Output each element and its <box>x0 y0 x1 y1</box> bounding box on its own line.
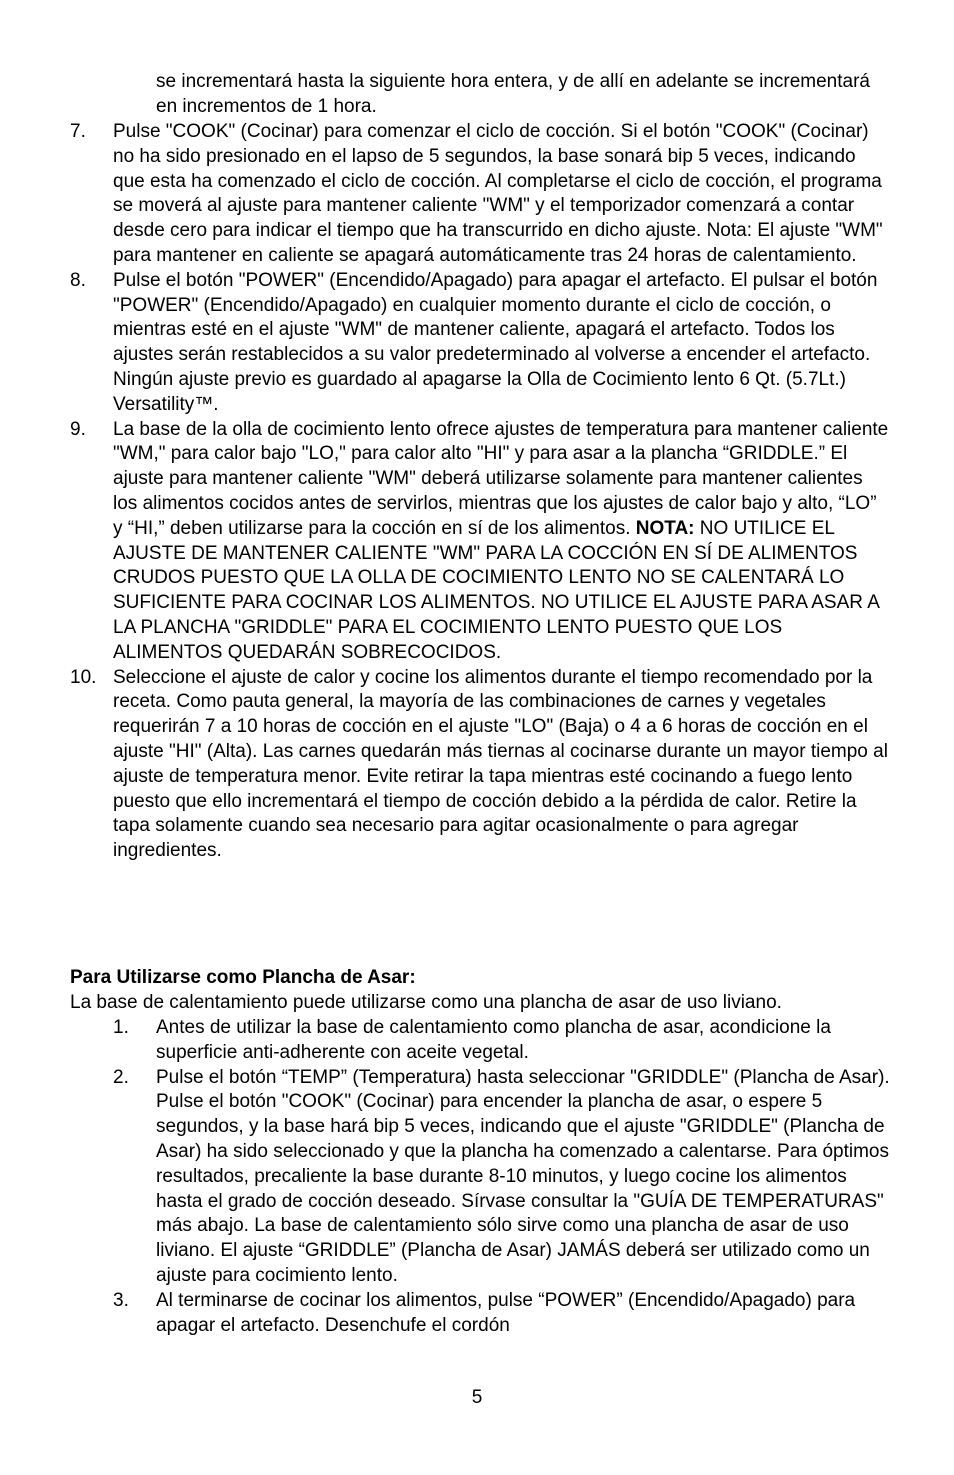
step-number: 10. <box>70 666 97 688</box>
note-label: NOTA: <box>635 517 695 539</box>
griddle-intro-paragraph: La base de calentamiento puede utilizarse como una plancha de asar de uso liviano. <box>70 992 782 1013</box>
step-number: 2. <box>113 1066 129 1088</box>
step-number: 1. <box>113 1017 129 1038</box>
list-item-step-8 <box>70 269 890 418</box>
list-item-step-7 <box>70 120 890 269</box>
step-text: Seleccione el ajuste de calor y cocine los alimentos durante el tiempo recomendado por la receta. Como pauta general, la mayoría de las combinaciones de carnes y vegetales requerirán 7 a 10 horas de cocción en el ajuste "LO" (Baja) o 4 a 6 horas de cocción en el ajuste "HI" (Alta). Las carnes quedarán más tiernas al cocinarse durante un mayor tiempo al ajuste de temperatura menor. Evite retirar la tapa mientras esté cocinando a fuego lento puesto que ello incrementará el tiempo de cocción debido a la pérdida de calor. Retire la tapa solamente cuando sea necesario para agitar ocasionalmente o para agregar ingredientes. <box>113 666 888 862</box>
list-item-step-9 <box>70 418 890 666</box>
step-text: Pulse el botón “TEMP” (Temperatura) hasta seleccionar "GRIDDLE" (Plancha de Asar). Pulse el botón "COOK" (Cocinar) para encender la plancha de asar, o espere 5 segundos, y la base hará bip 5 veces, indicando que el ajuste "GRIDDLE" (Plancha de Asar) ha sido seleccionado y que la plancha ha comenzado a calentarse. Para óptimos resultados, precaliente la base durante 8-10 minutos, y luego cocine los alimentos hasta el grado de cocción deseado. Sírvase consultar la "GUÍA DE TEMPERATURAS" más abajo. La base de calentamiento sólo sirve como una plancha de asar de uso liviano. El ajuste “GRIDDLE” (Plancha de Asar) JAMÁS deberá ser utilizado como un ajuste para cocimiento lento. <box>156 1066 890 1286</box>
list-item-step-10 <box>70 666 890 864</box>
step-number: 8. <box>70 269 86 291</box>
step-number: 9. <box>70 418 86 440</box>
step-number: 3. <box>113 1289 129 1311</box>
step-number: 7. <box>70 121 86 142</box>
continuation-paragraph: se incrementará hasta la siguiente hora entera, y de allí en adelante se incrementará en incrementos de 1 hora. <box>156 71 870 117</box>
griddle-section-heading: Para Utilizarse como Plancha de Asar: <box>70 967 416 988</box>
list-item-griddle-step-1 <box>113 1016 893 1066</box>
step-text: Pulse "COOK" (Cocinar) para comenzar el ciclo de cocción. Si el botón "COOK" (Cocinar) no ha sido presionado en el lapso de 5 segundos, la base sonará bip 5 veces, indicando que esta ha comenzado el ciclo de cocción. Al completarse el ciclo de cocción, el programa se moverá al ajuste para mantener caliente "WM" y el temporizador comenzará a contar desde cero para indicar el tiempo que ha transcurrido en dicho ajuste. Nota: El ajuste "WM" para mantener en caliente se apagará automáticamente tras 24 horas de calentamiento. <box>113 121 883 266</box>
list-item-griddle-step-2 <box>113 1066 893 1289</box>
step-text: Antes de utilizar la base de calentamiento como plancha de asar, acondicione la superficie anti-adherente con aceite vegetal. <box>156 1017 831 1063</box>
step-text: La base de la olla de cocimiento lento ofrece ajustes de temperatura para mantener caliente "WM," para calor bajo "LO," para calor alto "HI" y para asar a la plancha “GRIDDLE.” El ajuste para mantener caliente "WM" deberá utilizarse solamente para mantener calientes los alimentos cocidos antes de servirlos, mientras que los ajustes de calor bajo y alto, “LO” y “HI,” deben utilizarse para la cocción en sí de los alimentos. <box>113 418 889 539</box>
page-number: 5 <box>471 1387 483 1408</box>
note-text: NO UTILICE EL AJUSTE DE MANTENER CALIENTE "WM" PARA LA COCCIÓN EN SÍ DE ALIMENTOS CRUDOS PUESTO QUE LA OLLA DE COCIMIENTO LENTO NO SE CALENTARÁ LO SUFICIENTE PARA COCINAR LOS ALIMENTOS. NO UTILICE EL AJUSTE PARA ASAR A LA PLANCHA "GRIDDLE" PARA EL COCIMIENTO LENTO PUESTO QUE LOS ALIMENTOS QUEDARÁN SOBRECOCIDOS. <box>113 517 879 663</box>
list-item-griddle-step-3 <box>113 1289 893 1339</box>
step-text: Al terminarse de cocinar los alimentos, pulse “POWER” (Encendido/Apagado) para apagar el artefacto. Desenchufe el cordón <box>156 1289 856 1336</box>
main-steps-list <box>70 120 890 864</box>
griddle-steps-list <box>113 1016 893 1338</box>
step-text: Pulse el botón "POWER" (Encendido/Apagado) para apagar el artefacto. El pulsar el botón "POWER" (Encendido/Apagado) en cualquier momento durante el ciclo de cocción, o mientras esté en el ajuste "WM" de mantener caliente, apagará el artefacto. Todos los ajustes serán restablecidos a su valor predeterminado al volverse a encender el artefacto. Ningún ajuste previo es guardado al apagarse la Olla de Cocimiento lento 6 Qt. (5.7Lt.) Versatility™. <box>113 269 878 415</box>
